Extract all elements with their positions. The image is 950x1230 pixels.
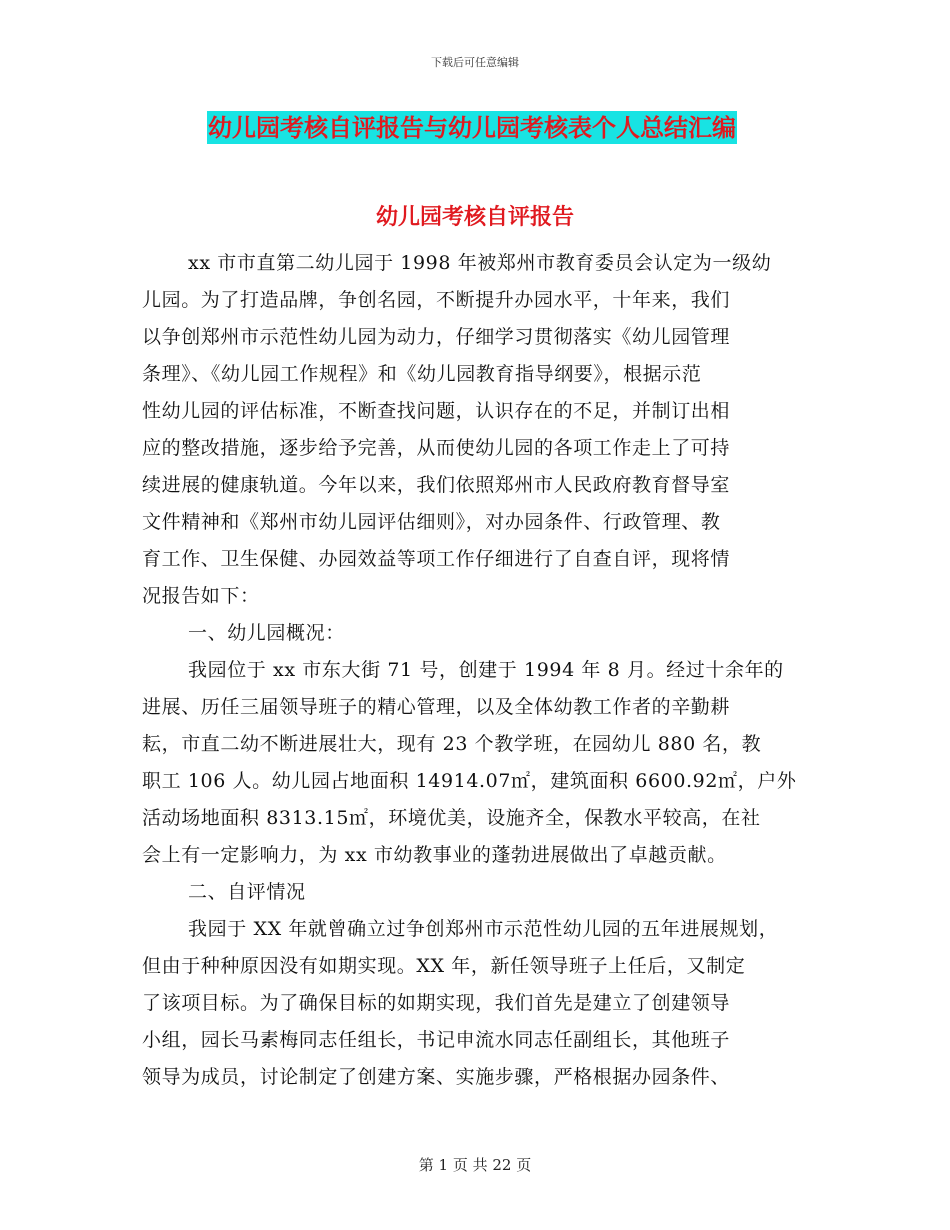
paragraph-line: 条理》、《幼儿园工作规程》和《幼儿园教育指导纲要》，根据示范	[142, 363, 702, 385]
paragraph-line: 续进展的健康轨道。今年以来，我们依照郑州市人民政府教育督导室	[142, 474, 731, 496]
paragraph-line: 活动场地面积 8313.15㎡，环境优美，设施齐全，保教水平较高，在社	[142, 807, 761, 829]
paragraph-line: 小组，园长马素梅同志任组长，书记申流水同志任副组长，其他班子	[142, 1029, 731, 1051]
subheading-line: 二、自评情况	[188, 881, 306, 903]
paragraph-line: 耘，市直二幼不断进展壮大，现有 23 个教学班，在园幼儿 880 名，教	[142, 733, 762, 755]
paragraph-line: 进展、历任三届领导班子的精心管理，以及全体幼教工作者的辛勤耕	[142, 696, 731, 718]
paragraph-line: xx 市市直第二幼儿园于 1998 年被郑州市教育委员会认定为一级幼	[188, 252, 772, 274]
paragraph-line: 儿园。为了打造品牌，争创名园，不断提升办园水平，十年来，我们	[142, 289, 731, 311]
subheading-line: 一、幼儿园概况：	[188, 622, 345, 644]
paragraph-line: 以争创郑州市示范性幼儿园为动力，仔细学习贯彻落实《幼儿园管理	[142, 326, 731, 348]
paragraph-line: 文件精神和《郑州市幼儿园评估细则》，对办园条件、行政管理、教	[142, 511, 721, 533]
page-footer: 第 1 页 共 22 页	[418, 1156, 532, 1174]
paragraph-line: 性幼儿园的评估标准，不断查找问题，认识存在的不足，并制订出相	[142, 400, 731, 422]
paragraph-line: 会上有一定影响力，为 xx 市幼教事业的蓬勃进展做出了卓越贡献。	[142, 844, 727, 866]
paragraph-line: 况报告如下：	[142, 585, 260, 607]
paragraph-line: 我园位于 xx 市东大街 71 号，创建于 1994 年 8 月。经过十余年的	[188, 659, 784, 681]
paragraph-line: 但由于种种原因没有如期实现。XX 年，新任领导班子上任后，又制定	[142, 955, 746, 977]
body-text	[142, 245, 832, 1096]
paragraph-line: 了该项目标。为了确保目标的如期实现，我们首先是建立了创建领导	[142, 992, 731, 1014]
section-title: 幼儿园考核自评报告	[375, 204, 574, 230]
paragraph-line: 应的整改措施，逐步给予完善，从而使幼儿园的各项工作走上了可持	[142, 437, 731, 459]
document-main-title: 幼儿园考核自评报告与幼儿园考核表个人总结汇编	[208, 113, 736, 142]
paragraph-line: 领导为成员，讨论制定了创建方案、实施步骤，严格根据办园条件、	[142, 1066, 731, 1088]
paragraph-line: 我园于 XX 年就曾确立过争创郑州市示范性幼儿园的五年进展规划，	[188, 918, 779, 940]
paragraph-line: 育工作、卫生保健、办园效益等项工作仔细进行了自查自评，现将情	[142, 548, 731, 570]
paragraph-line: 职工 106 人。幼儿园占地面积 14914.07㎡，建筑面积 6600.92㎡，户外	[142, 770, 797, 792]
header-note: 下载后可任意编辑	[431, 56, 519, 69]
